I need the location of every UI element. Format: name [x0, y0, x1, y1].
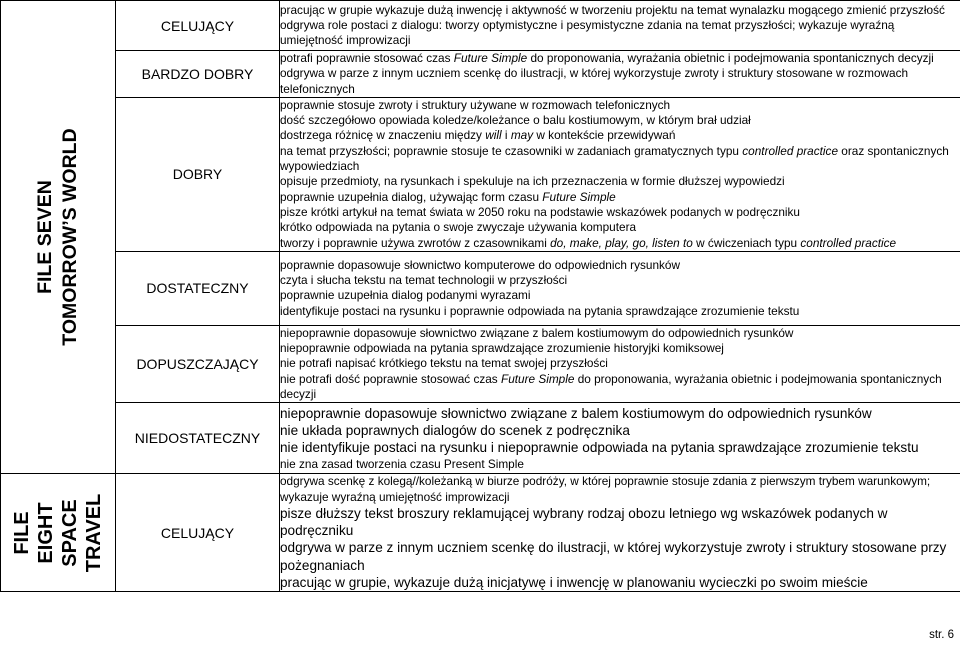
unit-eight-line: TRAVEL: [83, 493, 105, 572]
criterion: pracując w grupie, wykazuje dużą inicjatywę i inwencję w planowaniu wycieczki po swoim mieście: [280, 574, 868, 590]
criteria-niedostateczny: [280, 403, 960, 474]
text-italic: may: [510, 128, 534, 143]
unit-seven-cell: [1, 1, 116, 474]
criterion: nie zna zasad tworzenia czasu Present Simple: [280, 456, 524, 471]
text: do proponowania, wyrażania obietnic i podejmowania spontanicznych decyzji: [280, 371, 942, 402]
criterion: niepoprawnie dopasowuje słownictwo związane z balem kostiumowym do odpowiednich rysunków: [280, 325, 794, 340]
criteria-bardzo-dobry-a: [280, 51, 960, 98]
criteria-celujacy-eight: [280, 474, 960, 592]
unit-eight-line: SPACE: [59, 498, 81, 567]
criterion: poprawnie dopasowuje słownictwo komputerowe do odpowiednich rysunków: [280, 257, 681, 272]
criteria-dostateczny: [280, 251, 960, 325]
table-row: [1, 325, 960, 402]
table-row: [1, 97, 960, 251]
criterion: identyfikuje postaci na rysunku i poprawnie odpowiada na pytania sprawdzające zrozumienie tekstu: [280, 303, 800, 318]
grade-dobry: DOBRY: [116, 97, 280, 251]
unit-seven-subtitle: TOMORROW’S WORLD: [59, 128, 81, 346]
text-italic: controlled practice: [800, 235, 897, 250]
table-row: [1, 251, 960, 325]
criterion: [280, 236, 960, 251]
text: potrafi poprawnie stosować czas: [280, 51, 454, 65]
text: dostrzega różnicę w znaczeniu między: [280, 128, 486, 143]
grade-celujacy: CELUJĄCY: [116, 1, 280, 51]
criterion: pisze dłuższy tekst broszury reklamującej wybrany rodzaj obozu letniego wg wskazówek podanych w podręczniku: [280, 505, 888, 539]
criterion: [280, 51, 960, 66]
table-row: [1, 1, 960, 51]
criterion: odgrywa scenkę z kolegą//koleżanką w biurze podróży, w której poprawnie stosuje zdania z pierwszym trybem warunkowym; wykazuje wyraźną umiejętność improwizacji: [280, 474, 931, 504]
criterion: opisuje przedmioty, na rysunkach i spekuluje na ich przeznaczenia w formie dłuższej wypowiedzi: [280, 174, 785, 189]
text-italic: Future Simple: [542, 189, 616, 204]
criterion: nie potrafi napisać krótkiego tekstu na temat swojej przyszłości: [280, 356, 608, 371]
text: oraz spontanicznych wypowiedziach: [280, 143, 949, 174]
criterion: niepoprawnie odpowiada na pytania sprawdzające zrozumienie historyjki komiksowej: [280, 341, 724, 356]
unit-eight-label: [10, 493, 106, 572]
unit-eight-line: FILE: [11, 510, 33, 555]
table-row: [1, 474, 960, 592]
criterion: [280, 128, 960, 143]
text-italic: controlled practice: [742, 143, 839, 158]
page-number: str. 6: [929, 629, 954, 641]
grade-celujacy-eight: CELUJĄCY: [116, 474, 280, 592]
criterion: nie układa poprawnych dialogów do scenek z podręcznika: [280, 423, 630, 439]
grade-dopuszczajacy: DOPUSZCZAJĄCY: [116, 325, 280, 402]
criterion: [280, 372, 960, 403]
text: do proponowania, wyrażania obietnic i podejmowania spontanicznych decyzji: [527, 51, 934, 65]
criterion: [280, 190, 960, 205]
unit-eight-line: EIGHT: [35, 502, 57, 564]
text-italic: will: [485, 128, 502, 143]
text: w kontekście przewidywań: [533, 128, 676, 143]
criterion: odgrywa role postaci z dialogu: tworzy optymistyczne i pesymistyczne zdania na temat przyszłości; wykazuje wyraźną umiejętność improwizacji: [280, 17, 895, 48]
criterion: krótko odpowiada na pytania o swoje zwyczaje używania komputera: [280, 220, 637, 235]
table-row: [1, 403, 960, 474]
grade-niedostateczny: NIEDOSTATECZNY: [116, 403, 280, 474]
criteria-celujacy: [280, 1, 960, 51]
criterion: niepoprawnie dopasowuje słownictwo związane z balem kostiumowym do odpowiednich rysunków: [280, 405, 872, 421]
unit-seven-title: FILE SEVEN: [34, 180, 56, 295]
criterion: pisze krótki artykuł na temat świata w 2050 roku na podstawie wskazówek podanych w podręczniku: [280, 204, 800, 219]
criterion: odgrywa w parze z innym uczniem scenkę do ilustracji, w której wykorzystuje zwroty i struktury stosowane przy pożegnaniach: [280, 540, 947, 573]
unit-eight-cell: [1, 474, 116, 592]
criterion: odgrywa w parze z innym uczniem scenkę do ilustracji, w której wykorzystuje zwroty i struktury stosowane w rozmowach telefonicznych: [280, 66, 909, 96]
criterion: poprawnie stosuje zwroty i struktury używane w rozmowach telefonicznych: [280, 97, 671, 112]
grade-dostateczny: DOSTATECZNY: [116, 251, 280, 325]
text: tworzy i poprawnie używa zwrotów z czasownikami: [280, 235, 551, 250]
criteria-dobry: [280, 97, 960, 251]
criterion: dość szczegółowo opowiada koledze/koleżance o balu kostiumowym, w którym brał udział: [280, 113, 751, 128]
criteria-dopuszczajacy: [280, 325, 960, 402]
criterion: [280, 144, 960, 175]
text-italic: Future Simple: [453, 51, 528, 65]
unit-seven-label: [33, 128, 83, 345]
text-italic: do, make, play, go, listen to: [550, 235, 693, 250]
text: nie potrafi dość poprawnie stosować czas: [280, 371, 501, 386]
criterion: poprawnie uzupełnia dialog podanymi wyrazami: [280, 288, 531, 303]
table-row: [1, 51, 960, 98]
criterion: pracując w grupie wykazuje dużą inwencję i aktywność w tworzeniu projektu na temat wynalazku mogącego zmienić przyszłość: [280, 2, 945, 17]
text: poprawnie uzupełnia dialog, używając form czasu: [280, 189, 543, 204]
text-italic: Future Simple: [500, 371, 575, 386]
text: w ćwiczeniach typu: [692, 235, 801, 250]
criterion: nie identyfikuje postaci na rysunku i niepoprawnie odpowiada na pytania sprawdzające zrozumienie tekstu: [280, 440, 919, 456]
text: na temat przyszłości; poprawnie stosuje te czasowniki w zadaniach gramatycznych typu: [280, 143, 743, 158]
grade-bardzo-dobry: BARDZO DOBRY: [116, 51, 280, 98]
criterion: czyta i słucha tekstu na temat technologii w przyszłości: [280, 273, 568, 288]
text: i: [501, 128, 511, 143]
